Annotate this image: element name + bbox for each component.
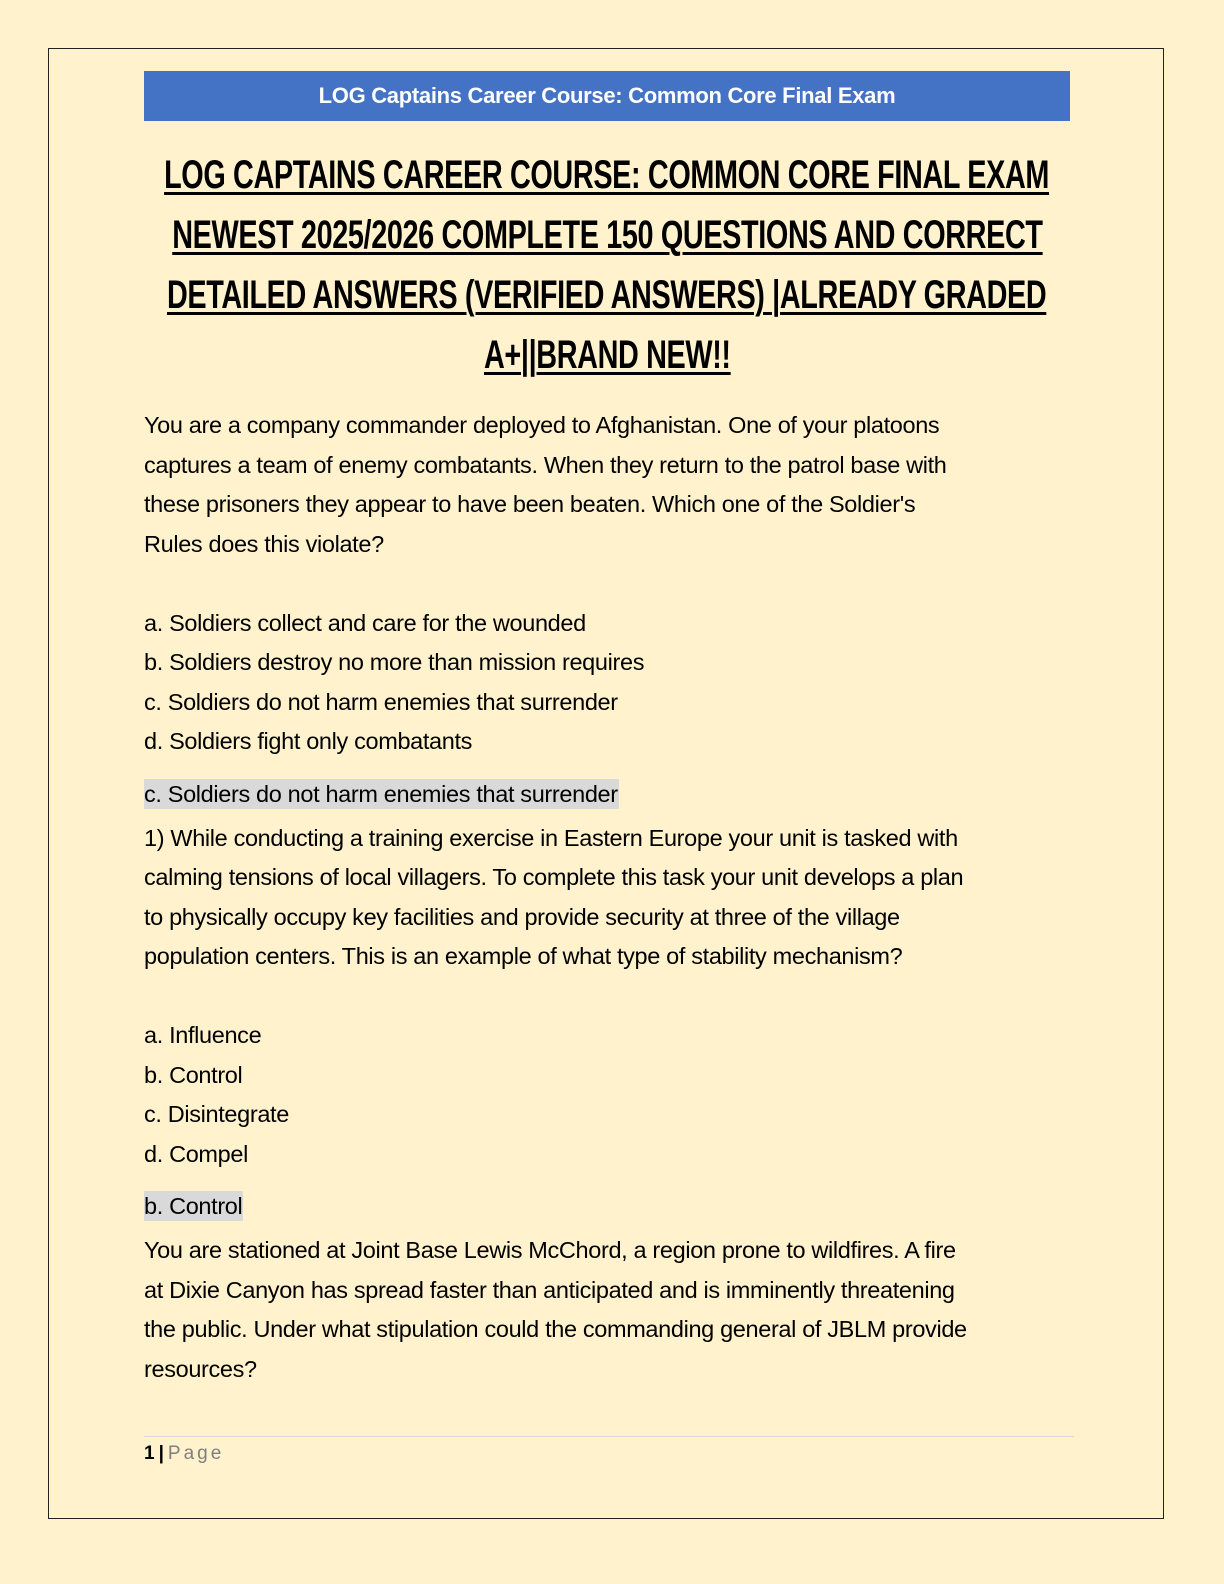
question-text: You are a company commander deployed to Afghanistan. One of your platoons captures a team of enemy combatants. When they return to the patrol base with these prisoners they appear to have been beaten. Which one of the Soldier's Rules does this violate? xyxy=(144,412,947,557)
question-3 xyxy=(144,1231,1074,1389)
question-text: 1) While conducting a training exercise in Eastern Europe your unit is tasked with calming tensions of local villagers. To complete this task your unit develops a plan to physically occupy key facilities and provide security at three of the village population centers. This is an example of what type of stability mechanism? xyxy=(144,824,964,969)
option-d: d. Compel xyxy=(144,1140,248,1167)
title-line: LOG CAPTAINS CAREER COURSE: COMMON CORE FINAL EXAM xyxy=(164,153,1050,197)
header-band xyxy=(144,71,1070,121)
page-label: Page xyxy=(167,1443,225,1464)
question-text: You are stationed at Joint Base Lewis McChord, a region prone to wildfires. A fire at Dixie Canyon has spread faster than anticipated and is imminently threatening the public. Under what stipulation could the commanding general of JBLM provide resources? xyxy=(144,1237,967,1382)
question-1 xyxy=(144,406,1074,805)
option-a: a. Soldiers collect and care for the wounded xyxy=(144,609,586,636)
option-b: b. Control xyxy=(144,1061,243,1088)
option-b: b. Soldiers destroy no more than mission requires xyxy=(144,649,645,675)
correct-answer: c. Soldiers do not harm enemies that surrender xyxy=(144,780,618,807)
answer-options xyxy=(144,604,1074,762)
option-a: a. Influence xyxy=(144,1022,262,1048)
page-footer xyxy=(144,1441,224,1467)
correct-answer: b. Control xyxy=(144,1193,243,1219)
option-d: d. Soldiers fight only combatants xyxy=(144,728,473,754)
title-line: DETAILED ANSWERS (VERIFIED ANSWERS) |ALREADY GRADED xyxy=(167,273,1047,317)
document-title xyxy=(144,148,1070,388)
page-number: 1 xyxy=(144,1443,155,1464)
document-content xyxy=(144,406,1074,1389)
header-title: LOG Captains Career Course: Common Core Final Exam xyxy=(318,83,896,108)
footer-separator: | xyxy=(158,1443,164,1464)
footer-divider xyxy=(144,1436,1074,1437)
option-c: c. Soldiers do not harm enemies that surrender xyxy=(144,688,618,715)
option-c: c. Disintegrate xyxy=(144,1101,289,1127)
title-line: NEWEST 2025/2026 COMPLETE 150 QUESTIONS AND CORRECT xyxy=(171,213,1043,257)
answer-options xyxy=(144,1016,1074,1174)
title-line: A+||BRAND NEW!! xyxy=(483,333,731,377)
question-2 xyxy=(144,819,1074,1218)
